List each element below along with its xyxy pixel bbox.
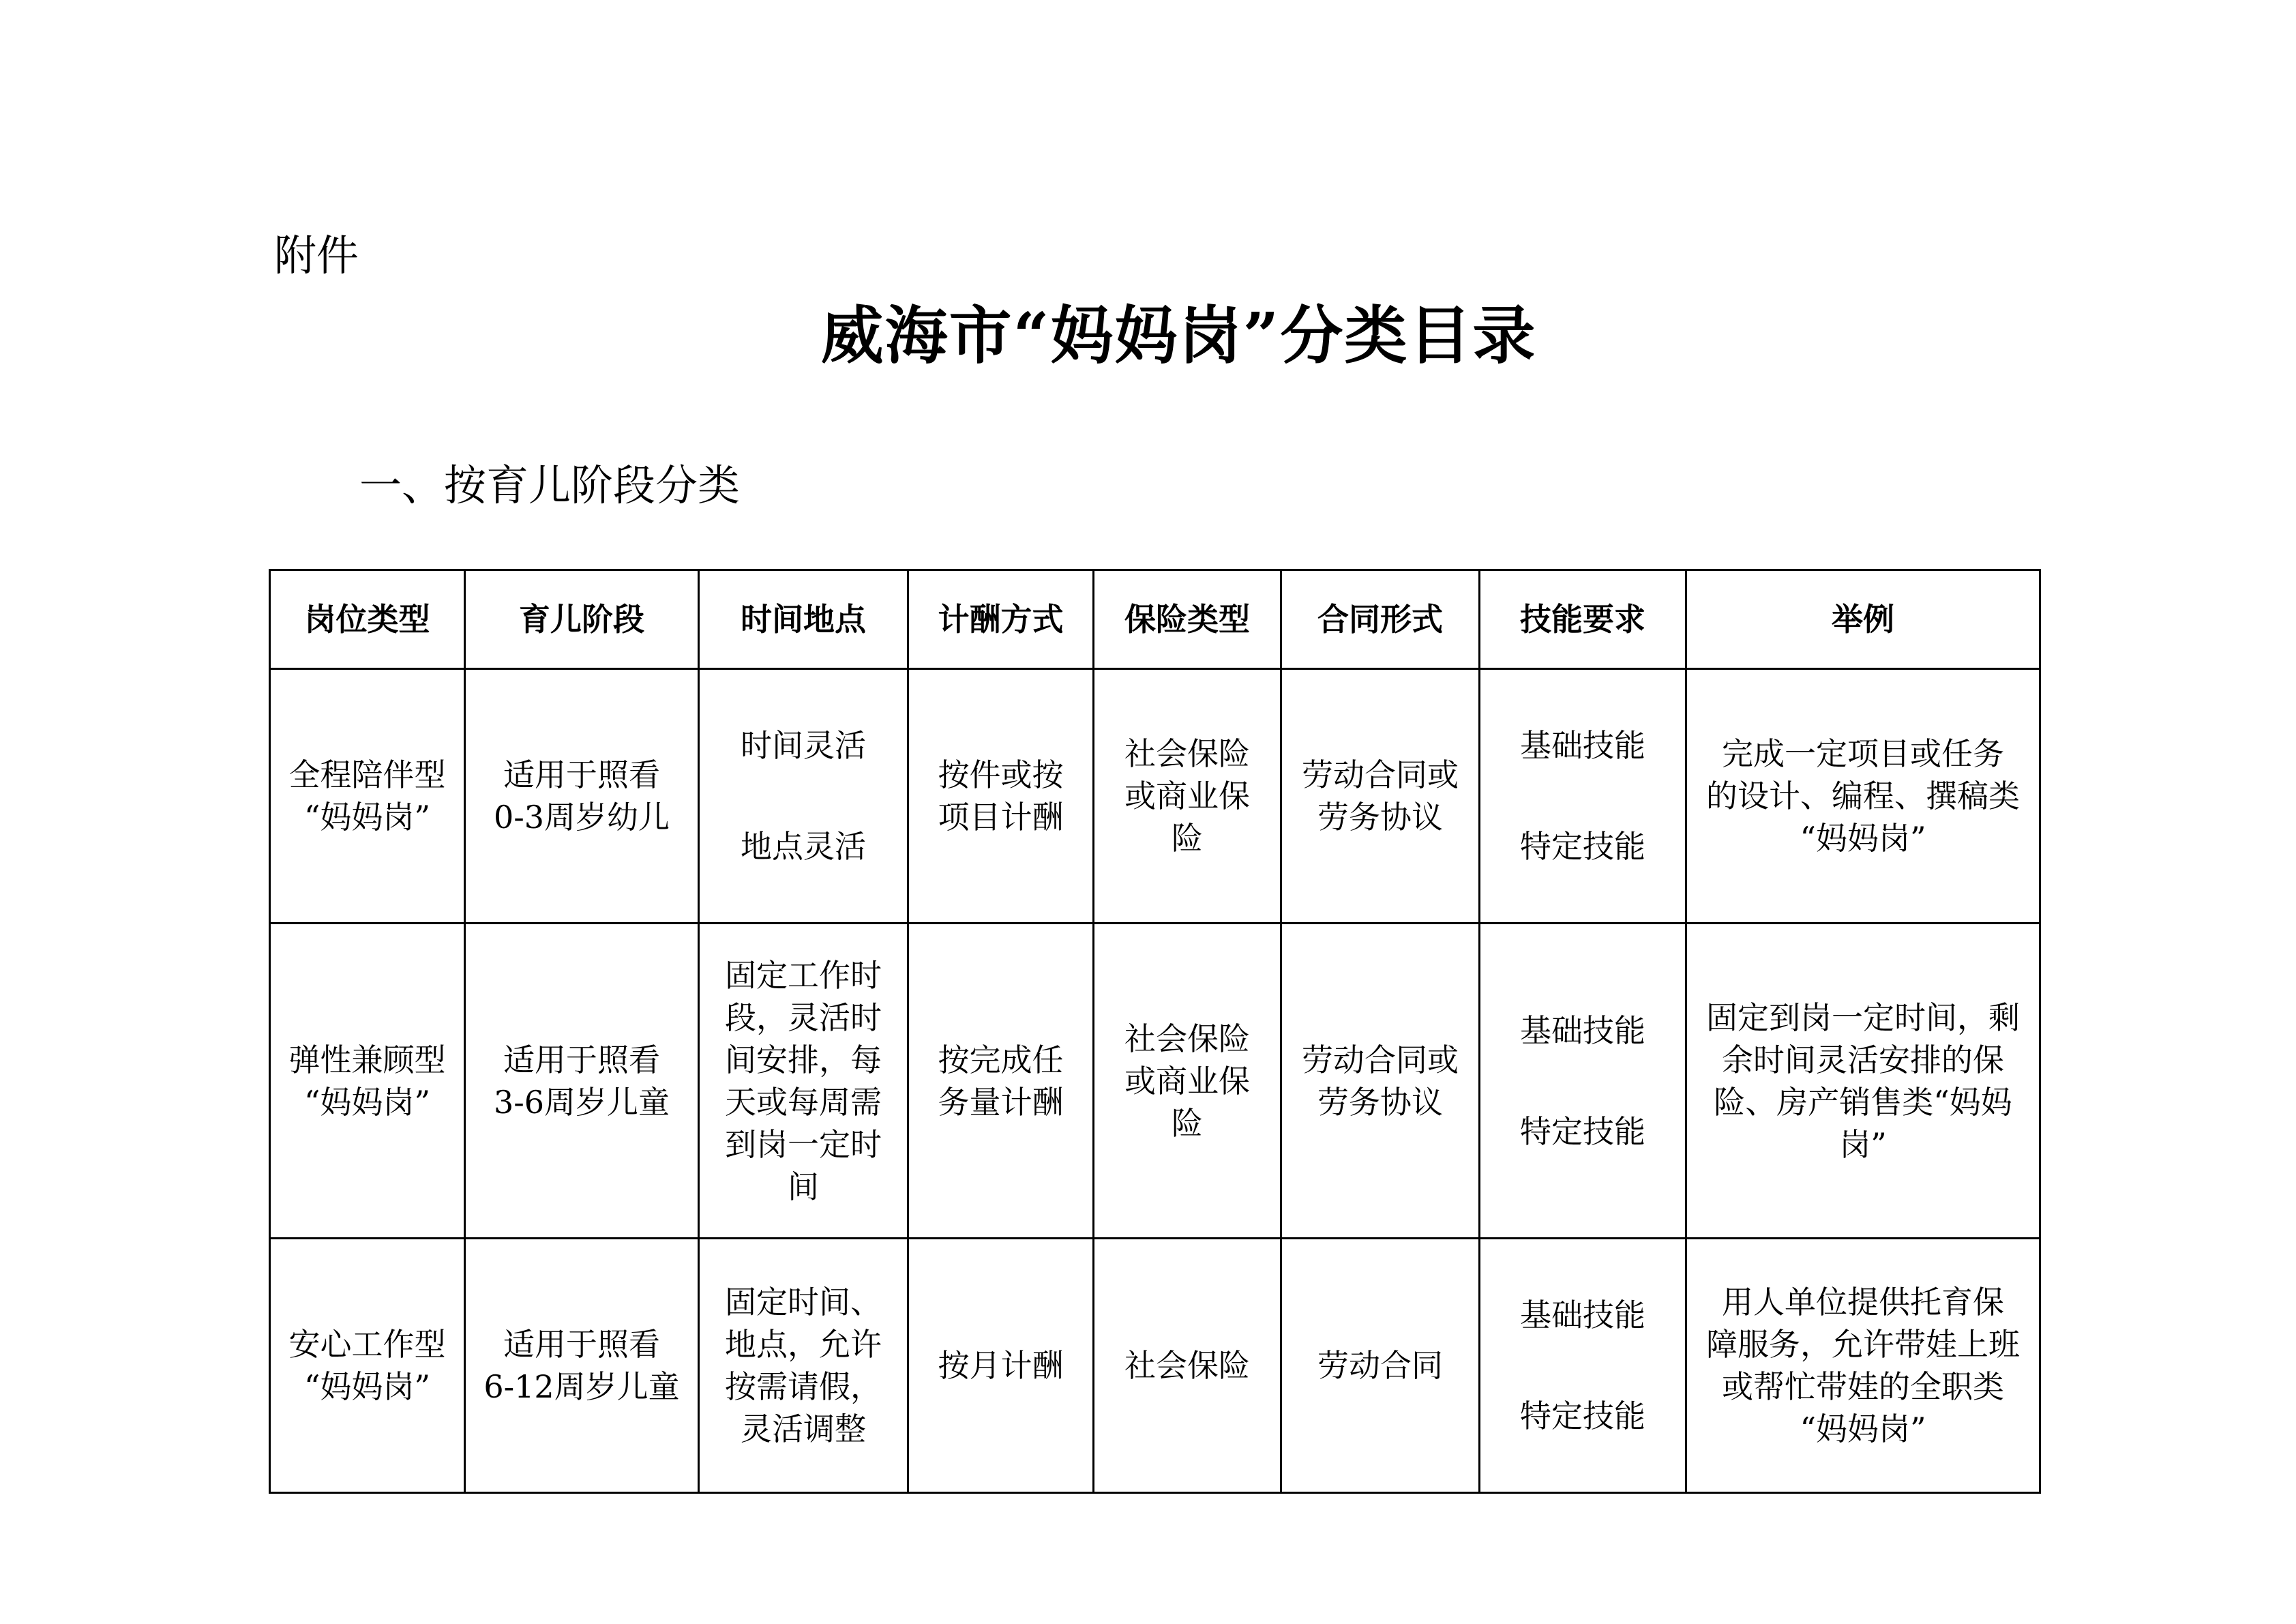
skill-line: 特定技能: [1520, 828, 1645, 865]
cell-skills: [1480, 924, 1686, 1239]
cell-contract: 劳动合同或 劳务协议: [1281, 669, 1480, 924]
header-example: 举例: [1686, 570, 2040, 669]
cell-time-place: 固定工作时 段，灵活时 间安排，每 天或每周需 到岗一定时 间: [699, 924, 908, 1239]
classification-table: [269, 569, 2041, 1494]
cell-insurance: 社会保险: [1094, 1239, 1281, 1493]
cell-insurance: 社会保险 或商业保 险: [1094, 669, 1281, 924]
page-title: 威海市“妈妈岗”分类目录: [820, 299, 1537, 372]
skill-line: 基础技能: [1520, 1012, 1645, 1049]
table-row: [270, 924, 2040, 1239]
cell-skills: [1480, 1239, 1686, 1493]
header-post-type: 岗位类型: [270, 570, 465, 669]
cell-post-type: 全程陪伴型 “妈妈岗”: [270, 669, 465, 924]
header-time-place: 时间地点: [699, 570, 908, 669]
cell-example: 用人单位提供托育保 障服务，允许带娃上班 或帮忙带娃的全职类 “妈妈岗”: [1686, 1239, 2040, 1493]
header-insurance: 保险类型: [1094, 570, 1281, 669]
table-row: [270, 1239, 2040, 1493]
skill-line: 基础技能: [1520, 1297, 1645, 1333]
table-header-row: [270, 570, 2040, 669]
cell-time-place: 固定时间、 地点，允许 按需请假， 灵活调整: [699, 1239, 908, 1493]
cell-example: 固定到岗一定时间，剩 余时间灵活安排的保 险、房产销售类“妈妈 岗”: [1686, 924, 2040, 1239]
cell-post-type: 安心工作型 “妈妈岗”: [270, 1239, 465, 1493]
cell-contract: 劳动合同或 劳务协议: [1281, 924, 1480, 1239]
skill-line: 基础技能: [1520, 727, 1645, 764]
skill-line: 特定技能: [1520, 1112, 1645, 1150]
cell-parenting-stage: 适用于照看 6-12周岁儿童: [465, 1239, 699, 1493]
cell-time-place: [699, 669, 908, 924]
cell-post-type: 弹性兼顾型 “妈妈岗”: [270, 924, 465, 1239]
section-heading: 一、按育儿阶段分类: [359, 460, 741, 510]
cell-contract: 劳动合同: [1281, 1239, 1480, 1493]
cell-pay-method: 按件或按 项目计酬: [908, 669, 1094, 924]
cell-pay-method: 按月计酬: [908, 1239, 1094, 1493]
header-skills: 技能要求: [1480, 570, 1686, 669]
attachment-label: 附件: [274, 231, 359, 280]
cell-insurance: 社会保险 或商业保 险: [1094, 924, 1281, 1239]
cell-parenting-stage: 适用于照看 3-6周岁儿童: [465, 924, 699, 1239]
table-row: [270, 669, 2040, 924]
cell-skills: [1480, 669, 1686, 924]
header-parenting-stage: 育儿阶段: [465, 570, 699, 669]
cell-parenting-stage: 适用于照看 0-3周岁幼儿: [465, 669, 699, 924]
header-pay-method: 计酬方式: [908, 570, 1094, 669]
skill-line: 特定技能: [1520, 1398, 1645, 1434]
time-place-line: 地点灵活: [741, 828, 866, 865]
cell-pay-method: 按完成任 务量计酬: [908, 924, 1094, 1239]
time-place-line: 时间灵活: [741, 727, 866, 764]
header-contract: 合同形式: [1281, 570, 1480, 669]
cell-example: 完成一定项目或任务 的设计、编程、撰稿类 “妈妈岗”: [1686, 669, 2040, 924]
